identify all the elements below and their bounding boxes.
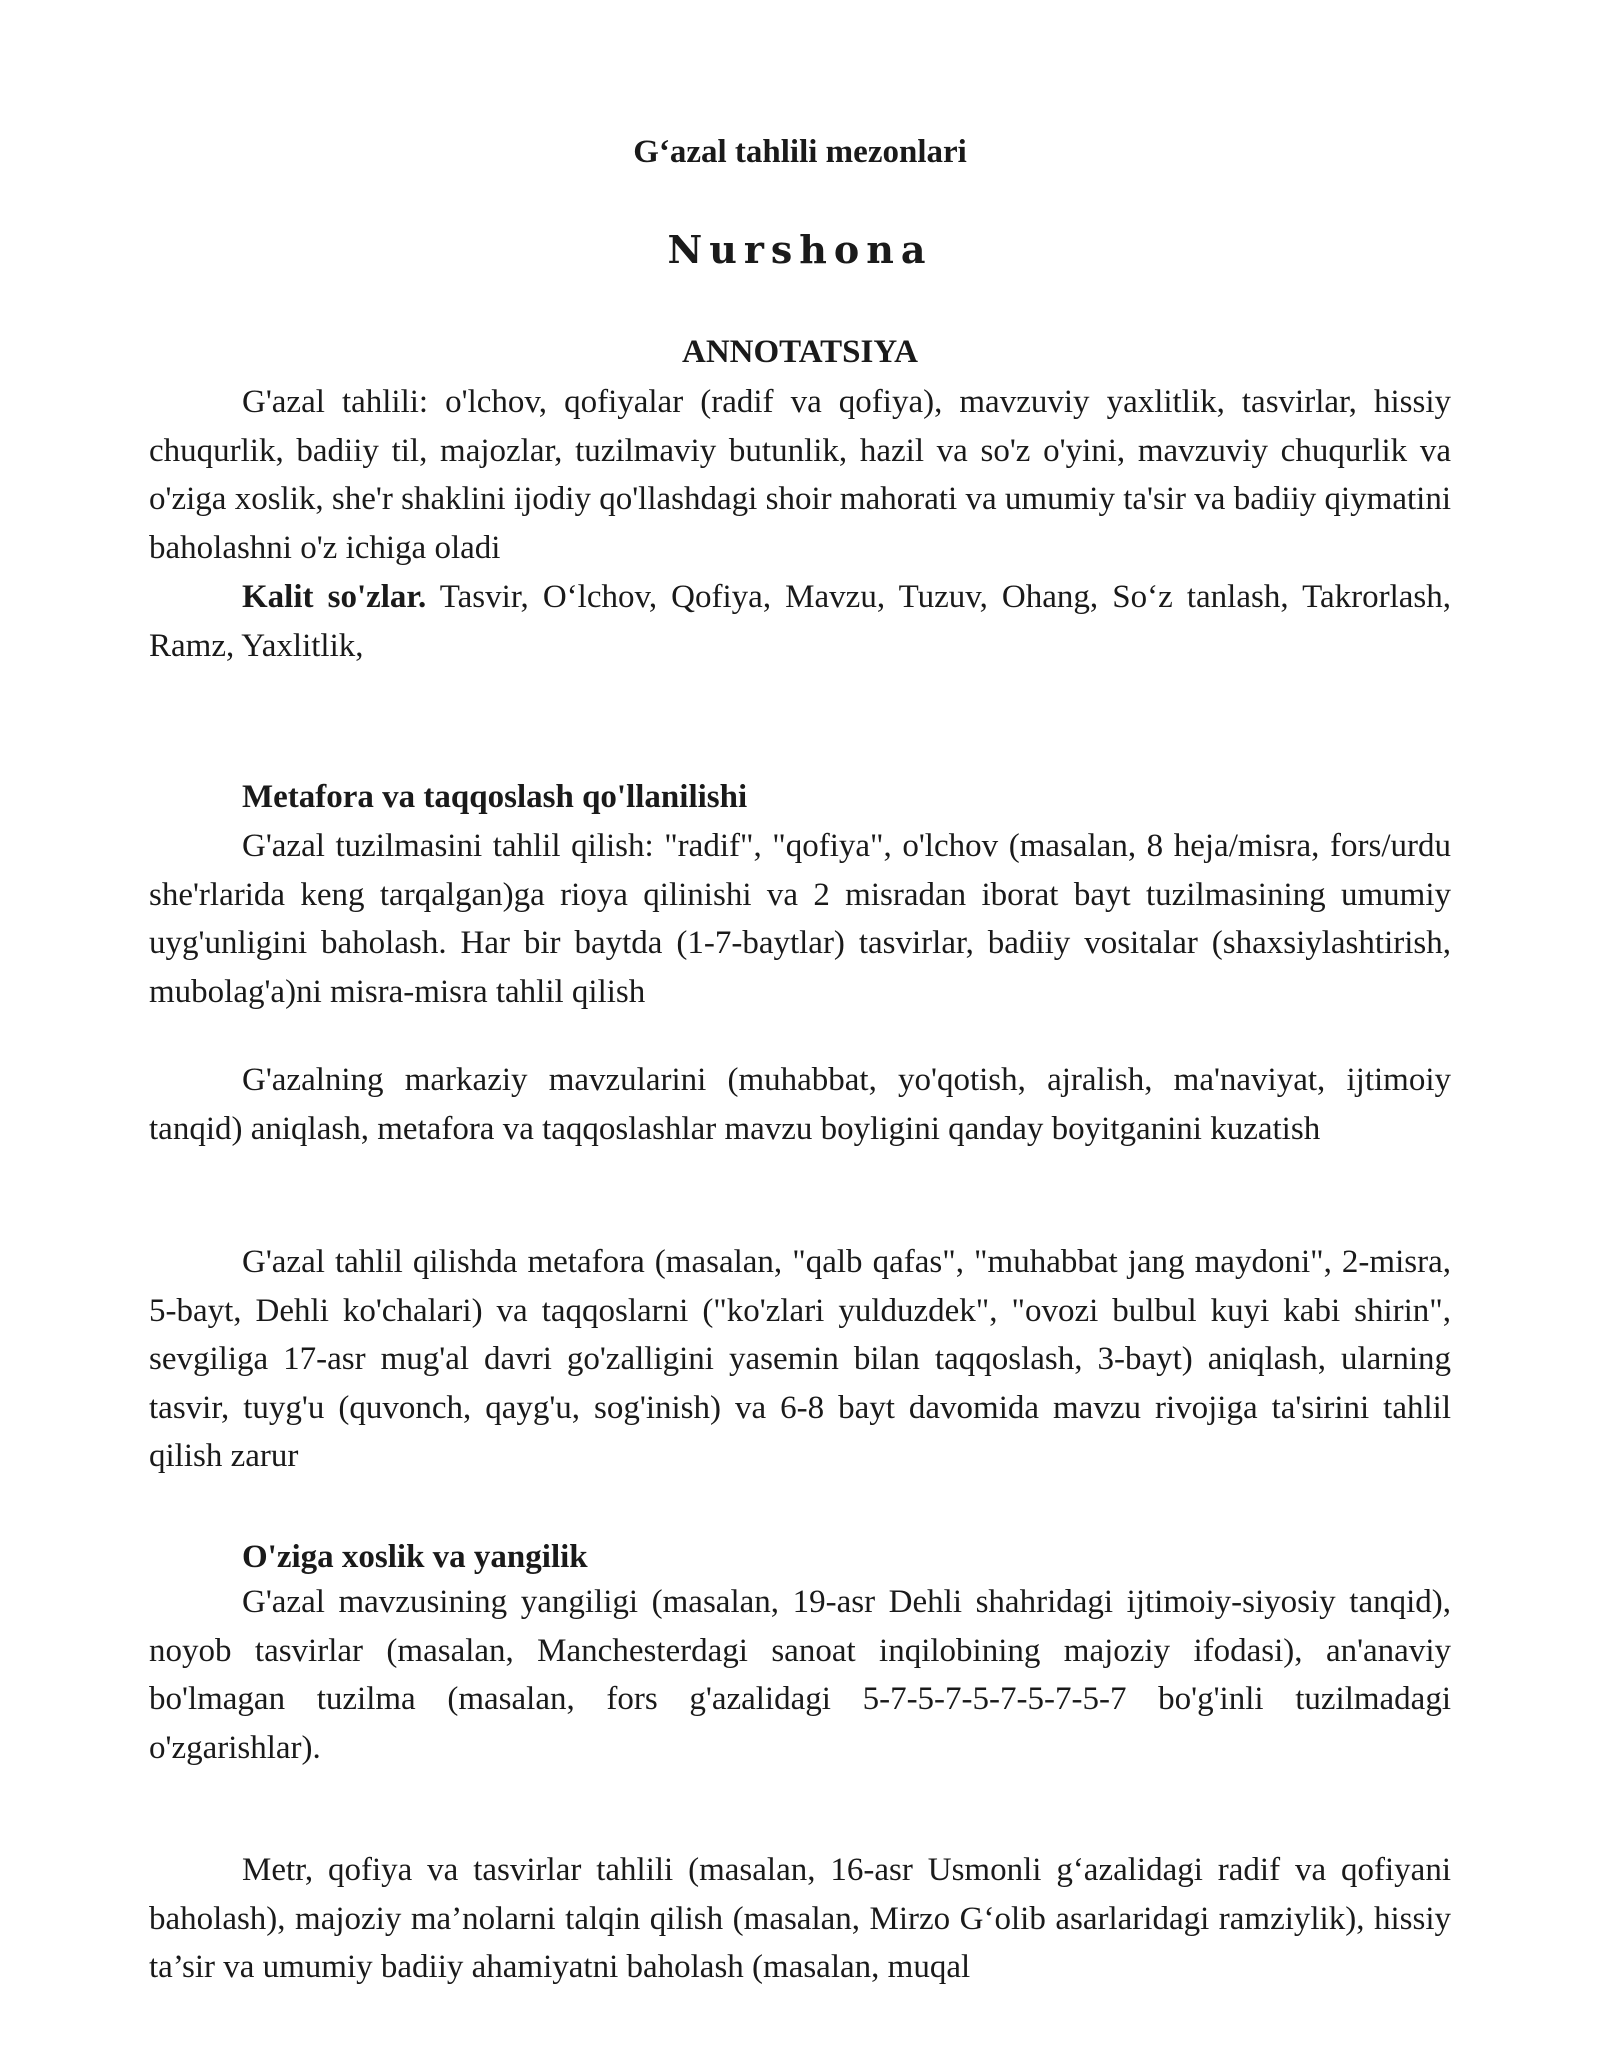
section1-paragraph-1: G'azal tuzilmasini tahlil qilish: "radif", "qofiya", o'lchov (masalan, 8 heja/misra, fors/urdu she'rlarida keng tarqalgan)ga rioya qilinishi va 2 misradan iborat bayt tuzilmasining umumiy uyg'unligini baholash. Har bir baytda (1-7-baytlar) tasvirlar, badiiy vositalar (shaxsiylashtirish, mubolag'a)ni misra-misra tahlil qilish [149, 828, 1451, 1010]
keywords-label: Kalit so'zlar. [242, 579, 427, 615]
section2-paragraph-1: G'azal mavzusining yangiligi (masalan, 19-asr Dehli shahridagi ijtimoiy-siyosiy tanqid), noyob tasvirlar (masalan, Manchesterdagi sanoat inqilobining majoziy ifodasi), an'anaviy bo'lmagan tuzilma (masalan, fors g'azalidagi 5-7-5-7-5-7-5-7-5-7 bo'g'inli tuzilmadagi o'zgarishlar). [149, 1584, 1451, 1766]
annotation-paragraph: G'azal tahlili: o'lchov, qofiyalar (radif va qofiya), mavzuviy yaxlitlik, tasvirlar, hissiy chuqurlik, badiiy til, majozlar, tuzilmaviy butunlik, hazil va so'z o'yini, mavzuviy chuqurlik va o'ziga xoslik, she'r shaklini ijodiy qo'llashdagi shoir mahorati va umumiy ta'sir va badiiy qiymatini baholashni o'z ichiga oladi [149, 384, 1451, 566]
section2-paragraph-2: Metr, qofiya va tasvirlar tahlili (masalan, 16-asr Usmonli g‘azalidagi radif va qofiyani baholash), majoziy ma’nolarni talqin qilish (masalan, Mirzo G‘olib asarlaridagi ramziylik), hissiy ta’sir va umumiy badiiy ahamiyatni baholash (masalan, muqal [149, 1852, 1451, 1985]
keywords-paragraph [149, 573, 1451, 670]
annotation-heading: ANNOTATSIYA [682, 334, 918, 370]
section1-paragraph-2: G'azalning markaziy mavzularini (muhabbat, yo'qotish, ajralish, ma'naviyat, ijtimoiy tanqid) aniqlash, metafora va taqqoslashlar mavzu boyligini qanday boyitganini kuzatish [149, 1062, 1451, 1147]
keywords-list: Tasvir, O‘lchov, Qofiya, Mavzu, Tuzuv, Ohang, So‘z tanlash, Takrorlash, Ramz, Yaxlitlik, [149, 579, 1451, 664]
section-heading-originality: O'ziga xoslik va yangilik [242, 1539, 588, 1575]
document-title: G‘azal tahlili mezonlari [633, 134, 967, 170]
author-name: Nurshona [667, 227, 933, 272]
section1-paragraph-3: G'azal tahlil qilishda metafora (masalan, "qalb qafas", "muhabbat jang maydoni", 2-misra, 5-bayt, Dehli ko'chalari) va taqqoslarni ("ko'zlari yulduzdek", "ovozi bulbul kuyi kabi shirin", sevgiliga 17-asr mug'al davri go'zalligini yasemin bilan taqqoslash, 3-bayt) aniqlash, ularning tasvir, tuyg'u (quvonch, qayg'u, sog'inish) va 6-8 bayt davomida mavzu rivojiga ta'sirini tahlil qilish zarur [149, 1244, 1451, 1474]
section-heading-metaphor: Metafora va taqqoslash qo'llanilishi [242, 779, 748, 815]
